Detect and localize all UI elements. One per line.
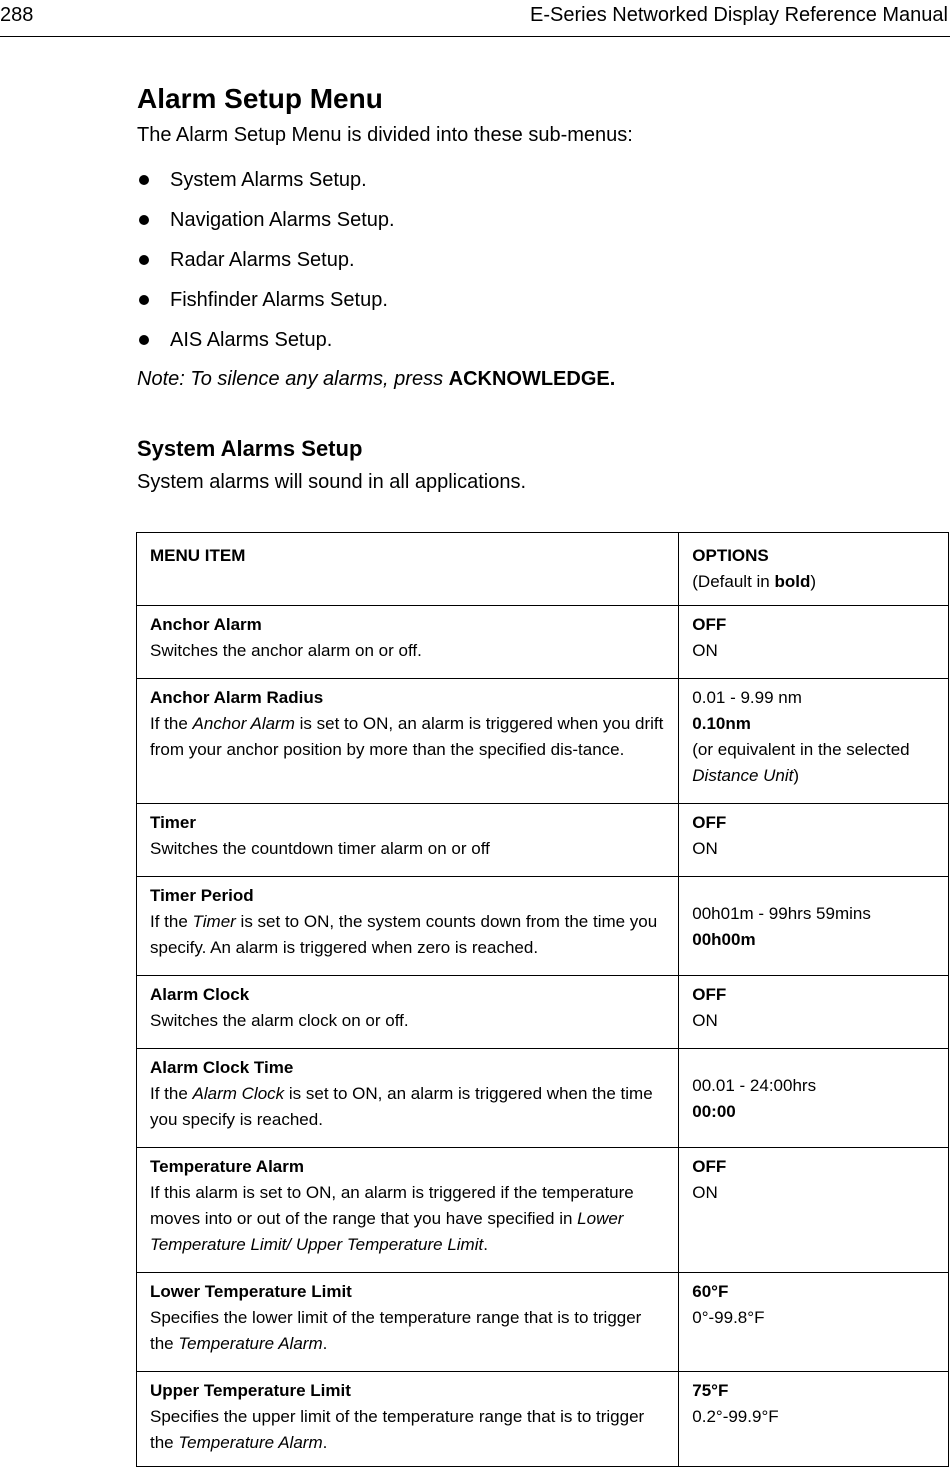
- header-default-note: (Default in bold): [692, 572, 817, 591]
- note: [137, 364, 937, 394]
- item-desc: If this alarm is set to ON, an alarm is triggered if the temperature moves into or out of the range that you have specified in Lower Temperature Limit/ Upper Temperature Limit.: [150, 1183, 634, 1254]
- header-options: OPTIONS: [692, 546, 769, 565]
- table-row: [137, 679, 949, 804]
- option: ON: [692, 839, 718, 858]
- item-name: Timer: [150, 813, 196, 832]
- list-item: Radar Alarms Setup.: [137, 240, 937, 280]
- section-title: Alarm Setup Menu: [137, 83, 383, 114]
- item-desc: Switches the alarm clock on or off.: [150, 1011, 409, 1030]
- item-name: Timer Period: [150, 886, 254, 905]
- table-row: [137, 1148, 949, 1273]
- item-name: Temperature Alarm: [150, 1157, 304, 1176]
- section-intro: The Alarm Setup Menu is divided into these sub-menus:: [137, 124, 633, 146]
- page-header: [0, 0, 950, 37]
- list-item: System Alarms Setup.: [137, 160, 937, 200]
- item-name: Alarm Clock: [150, 985, 250, 1004]
- option-default: OFF: [692, 985, 727, 1004]
- list-item: Navigation Alarms Setup.: [137, 200, 937, 240]
- item-name: Anchor Alarm: [150, 615, 262, 634]
- option-default: 00:00: [692, 1102, 736, 1121]
- bullet-icon: [139, 335, 149, 345]
- list-item: AIS Alarms Setup.: [137, 320, 937, 360]
- option-default: 00h00m: [692, 930, 756, 949]
- subsection-intro: System alarms will sound in all applications.: [137, 471, 527, 493]
- page-content: [137, 82, 937, 493]
- subsection-title: System Alarms Setup: [137, 436, 363, 461]
- submenu-list: [137, 160, 937, 360]
- option-default: 60°F: [692, 1282, 729, 1301]
- option: ON: [692, 1183, 718, 1202]
- table-row: [137, 1049, 949, 1148]
- item-desc: If the Alarm Clock is set to ON, an alarm is triggered when the time you specify is reached.: [150, 1084, 653, 1129]
- option-range: 00h01m - 99hrs 59mins: [692, 904, 871, 923]
- alarm-table: [136, 532, 949, 1467]
- table-row: [137, 606, 949, 679]
- option: ON: [692, 1011, 718, 1030]
- table-header-row: [137, 533, 949, 606]
- item-desc: Switches the anchor alarm on or off.: [150, 641, 422, 660]
- item-desc: If the Anchor Alarm is set to ON, an alarm is triggered when you drift from your anchor position by more than the specified dis-tance.: [150, 714, 664, 759]
- item-name: Alarm Clock Time: [150, 1058, 294, 1077]
- note-text: Note: To silence any alarms, press: [137, 368, 449, 390]
- option-note: (or equivalent in the selected Distance Unit): [692, 740, 910, 785]
- option-default: OFF: [692, 615, 727, 634]
- item-desc: If the Timer is set to ON, the system counts down from the time you specify. An alarm is triggered when zero is reached.: [150, 912, 658, 957]
- option-default: 0.10nm: [692, 714, 751, 733]
- item-desc: Specifies the lower limit of the temperature range that is to trigger the Temperature Alarm.: [150, 1308, 642, 1353]
- manual-title: E-Series Networked Display Reference Manual: [530, 4, 948, 26]
- note-key: ACKNOWLEDGE.: [448, 368, 616, 390]
- table-row: [137, 877, 949, 976]
- option-range: 0.01 - 9.99 nm: [692, 688, 802, 707]
- list-item: Fishfinder Alarms Setup.: [137, 280, 937, 320]
- item-name: Lower Temperature Limit: [150, 1282, 352, 1301]
- option-range: 0°-99.8°F: [692, 1308, 765, 1327]
- bullet-icon: [139, 175, 149, 185]
- item-desc: Switches the countdown timer alarm on or off: [150, 839, 490, 858]
- table-row: [137, 804, 949, 877]
- bullet-icon: [139, 215, 149, 225]
- option-default: 75°F: [692, 1381, 729, 1400]
- table-row: [137, 1372, 949, 1467]
- header-menu-item: MENU ITEM: [150, 546, 246, 565]
- option-default: OFF: [692, 813, 727, 832]
- option-range: 00.01 - 24:00hrs: [692, 1076, 817, 1095]
- page-number: 288: [0, 4, 34, 26]
- item-name: Upper Temperature Limit: [150, 1381, 351, 1400]
- option-range: 0.2°-99.9°F: [692, 1407, 779, 1426]
- option: ON: [692, 641, 718, 660]
- table-row: [137, 976, 949, 1049]
- bullet-icon: [139, 295, 149, 305]
- bullet-icon: [139, 255, 149, 265]
- item-name: Anchor Alarm Radius: [150, 688, 324, 707]
- item-desc: Specifies the upper limit of the temperature range that is to trigger the Temperature Alarm.: [150, 1407, 645, 1452]
- table-row: [137, 1273, 949, 1372]
- option-default: OFF: [692, 1157, 727, 1176]
